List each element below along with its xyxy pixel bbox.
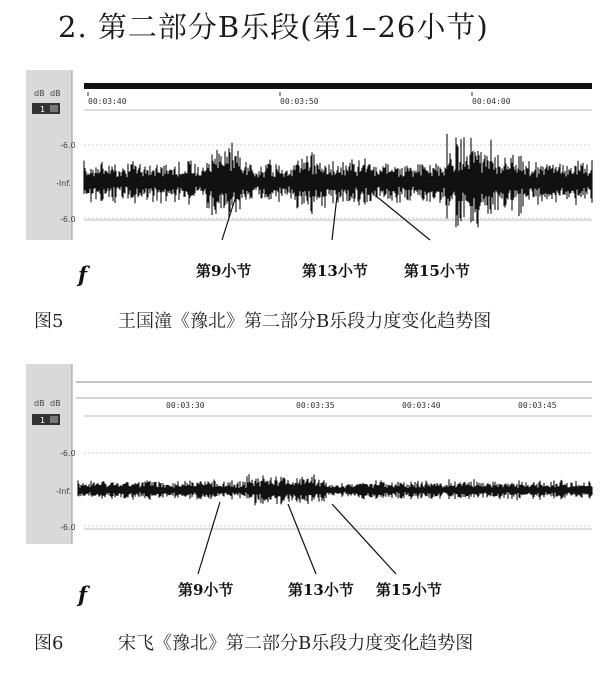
- annotation-bar9: 第9小节: [196, 262, 252, 280]
- channel-label: 1: [40, 416, 46, 425]
- annotation-bar13: 第13小节: [302, 262, 368, 280]
- channel-label: 1: [40, 105, 46, 114]
- waveform-panel-fig5: [26, 70, 592, 240]
- db-scale-label: -Inf.: [56, 179, 72, 188]
- annotation-bar15: 第15小节: [376, 581, 442, 599]
- timeline-tick: 00:03:40: [88, 97, 127, 106]
- dynamic-mark: f: [78, 262, 88, 287]
- timeline-tick: 00:03:50: [280, 97, 319, 106]
- annotation-bar15: 第15小节: [404, 262, 470, 280]
- db-icon: dB: [50, 89, 61, 98]
- timeline-tick: 00:03:35: [296, 401, 335, 410]
- caption-text: 宋飞《豫北》第二部分B乐段力度变化趋势图: [118, 633, 474, 654]
- waveform-panel-fig6: [26, 364, 592, 534]
- caption-number: 图6: [34, 633, 64, 654]
- timeline-bar[interactable]: [84, 83, 592, 89]
- annotation-bar9: 第9小节: [178, 581, 234, 599]
- db-scale-label: -Inf.: [56, 487, 72, 496]
- db-scale-label: -6.0: [60, 449, 76, 458]
- db-scale-label: -6.0: [60, 141, 76, 150]
- db-icon: dB: [34, 399, 45, 408]
- timeline-tick: 00:04:00: [472, 97, 511, 106]
- db-scale-label: -6.0: [60, 215, 76, 224]
- caption-number: 图5: [34, 311, 64, 332]
- timeline-tick: 00:03:30: [166, 401, 205, 410]
- dynamic-mark: f: [78, 582, 88, 607]
- timeline-tick: 00:03:45: [518, 401, 557, 410]
- figure-caption-fig6: [34, 630, 594, 658]
- waveform-view-fig6: [26, 364, 592, 544]
- waveform-view-fig5: [26, 70, 592, 240]
- db-icon: dB: [34, 89, 45, 98]
- figure-caption-fig5: [34, 308, 594, 336]
- caption-text: 王国潼《豫北》第二部分B乐段力度变化趋势图: [118, 311, 492, 332]
- db-icon: dB: [50, 399, 61, 408]
- annotation-bar13: 第13小节: [288, 581, 354, 599]
- section-heading: 2. 第二部分B乐段(第1–26小节): [58, 10, 489, 44]
- db-scale-label: -6.0: [60, 523, 76, 532]
- timeline-tick: 00:03:40: [402, 401, 441, 410]
